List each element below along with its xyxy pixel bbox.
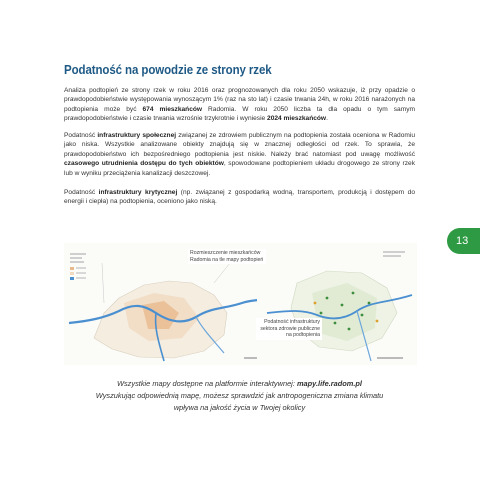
paragraph-social-infrastructure: Podatność infrastruktury społecznej związanej ze zdrowiem publicznym na podtopienia została oceniona w Radomiu jako niska. Wszystkie analizowane obiekty znajdują się w znacznej odległości od rzek. To sprawia, że prawdopodobieństwo ich bezpośredniego podtopienia jest niskie. Należy brać natomiast pod uwagę możliwość czasowego utrudnienia dostępu do tych obiektów, spowodowane podtopieniem układu drogowego ze strony rzek lub w wyniku przeciążenia kanalizacji deszczowej.	[64, 132, 416, 177]
paragraph-river-flood-residents: Analiza podtopień ze strony rzek w roku 2016 oraz prognozowanych dla roku 2050 wskazuje, iż przy opadzie o prawdopodobieństwie występowania wynoszącym 1% (raz na sto lat) i czasie trwania 24h, w roku 2016 narażonych na podtopienia może być 674 mieszkańców Radomia. W roku 2050 liczba ta dla opadu o tym samym prawdopodobieństwie i czasie trwania wzrośnie trzykrotnie i wyniesie 2024 mieszkańców.	[64, 87, 415, 123]
health-map-caption: Podatność infrastruktury sektora zdrowie publiczne na podtopienia	[256, 318, 322, 340]
footer-line-quality: wpływa na jakość życia w Twojej okolicy	[173, 403, 306, 412]
platform-link[interactable]: mapy.life.radom.pl	[296, 379, 362, 388]
health-infrastructure-map-image	[257, 243, 417, 365]
footer-line-search: Wyszukując odpowiednią mapę, możesz sprawdzić jak antropogeniczna zmiana klimatu	[95, 391, 384, 400]
page-number: 13	[456, 235, 469, 247]
page-title: Podatność na powodzie ze strony rzek	[64, 63, 272, 77]
paragraph-critical-infrastructure: Podatność infrastruktury krytycznej (np. związanej z gospodarką wodną, transportem, produkcją i dostępem do energii i ciepła) na podtopienia, oceniono jako niską.	[64, 189, 415, 206]
health-infrastructure-map	[257, 243, 417, 365]
residents-map-caption: Rozmieszczenie mieszkańców Radomia na tle mapy podtopień	[188, 249, 266, 264]
footer-line-platform: Wszystkie mapy dostępne na platformie interaktywnej: mapy.life.radom.pl	[117, 379, 362, 388]
page-number-tab	[447, 228, 480, 254]
